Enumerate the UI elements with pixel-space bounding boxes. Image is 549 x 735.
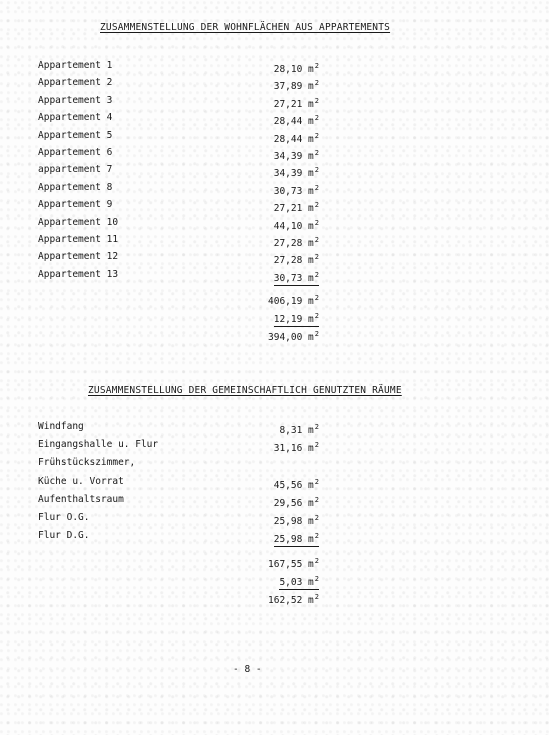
row-label: Eingangshalle u. Flur — [38, 439, 159, 451]
sum-value: 406,19 $m^2$ — [268, 293, 319, 307]
row-label: Flur O.G. — [38, 512, 90, 523]
punch-hole-mark — [0, 455, 10, 473]
row-label: Appartement 1 — [38, 60, 113, 71]
row-area-value: 8,31 $m^2$ — [279, 423, 319, 436]
row-label: Küche u. Vorrat — [38, 475, 124, 487]
sum-value: 167,55 $m^2$ — [268, 557, 319, 571]
total-value: 394,00 $m^2$ — [268, 329, 319, 343]
page-number: - 8 - — [233, 664, 262, 675]
row-area-value: 27,21 $m^2$ — [273, 201, 319, 215]
row-label: Appartement 5 — [38, 129, 113, 141]
row-label: Appartement 6 — [38, 147, 113, 158]
row-area-value: 27,21 $m^2$ — [273, 96, 319, 110]
row-label: Appartement 13 — [38, 268, 119, 280]
row-area-value: 27,28 $m^2$ — [273, 253, 319, 267]
row-area-value: 31,16 $m^2$ — [273, 441, 319, 455]
row-area-value: 30,73 $m^2$ — [273, 270, 319, 284]
row-label: appartement 7 — [38, 164, 113, 176]
row-label: Appartement 11 — [38, 234, 119, 245]
row-area-value: 34,39 $m^2$ — [273, 149, 319, 162]
section-heading-common-rooms: ZUSAMMENSTELLUNG DER GEMEINSCHAFTLICH GENUTZTEN RÄUME — [88, 385, 402, 396]
row-area-value: 34,39 $m^2$ — [273, 166, 319, 180]
row-area-value: 25,98 $m^2$ — [273, 514, 319, 527]
punch-hole-mark — [0, 232, 10, 250]
row-label: Aufenthaltsraum — [38, 493, 124, 505]
row-area-value: 29,56 $m^2$ — [273, 495, 319, 509]
row-label: Appartement 10 — [38, 216, 119, 228]
row-label: Appartement 12 — [38, 251, 119, 263]
section-heading-apartments: ZUSAMMENSTELLUNG DER WOHNFLÄCHEN AUS APPARTEMENTS — [100, 22, 391, 33]
row-area-value: 25,98 $m^2$ — [273, 532, 319, 546]
deduction-value: 12,19 $m^2$ — [273, 311, 319, 325]
row-area-value: 37,89 $m^2$ — [273, 79, 319, 93]
deduction-value: 5,03 $m^2$ — [279, 575, 319, 589]
row-area-value: 28,44 $m^2$ — [273, 114, 319, 128]
row-area-value: 27,28 $m^2$ — [273, 236, 319, 249]
row-label: Appartement 9 — [38, 199, 113, 211]
row-area-value: 30,73 $m^2$ — [273, 183, 319, 197]
row-label: Windfang — [38, 421, 84, 432]
row-label: Appartement 2 — [38, 77, 113, 89]
row-label: Flur D.G. — [38, 530, 90, 542]
total-value: 162,52 $m^2$ — [268, 593, 319, 607]
row-label: Appartement 8 — [38, 181, 113, 193]
row-label: Frühstückszimmer, — [38, 457, 136, 469]
row-area-value: 44,10 $m^2$ — [273, 218, 319, 232]
row-area-value: 45,56 $m^2$ — [273, 477, 319, 491]
row-label: Appartement 3 — [38, 94, 113, 106]
row-area-value: 28,44 $m^2$ — [273, 131, 319, 145]
row-area-value: 28,10 $m^2$ — [273, 62, 319, 75]
row-label: Appartement 4 — [38, 112, 113, 124]
